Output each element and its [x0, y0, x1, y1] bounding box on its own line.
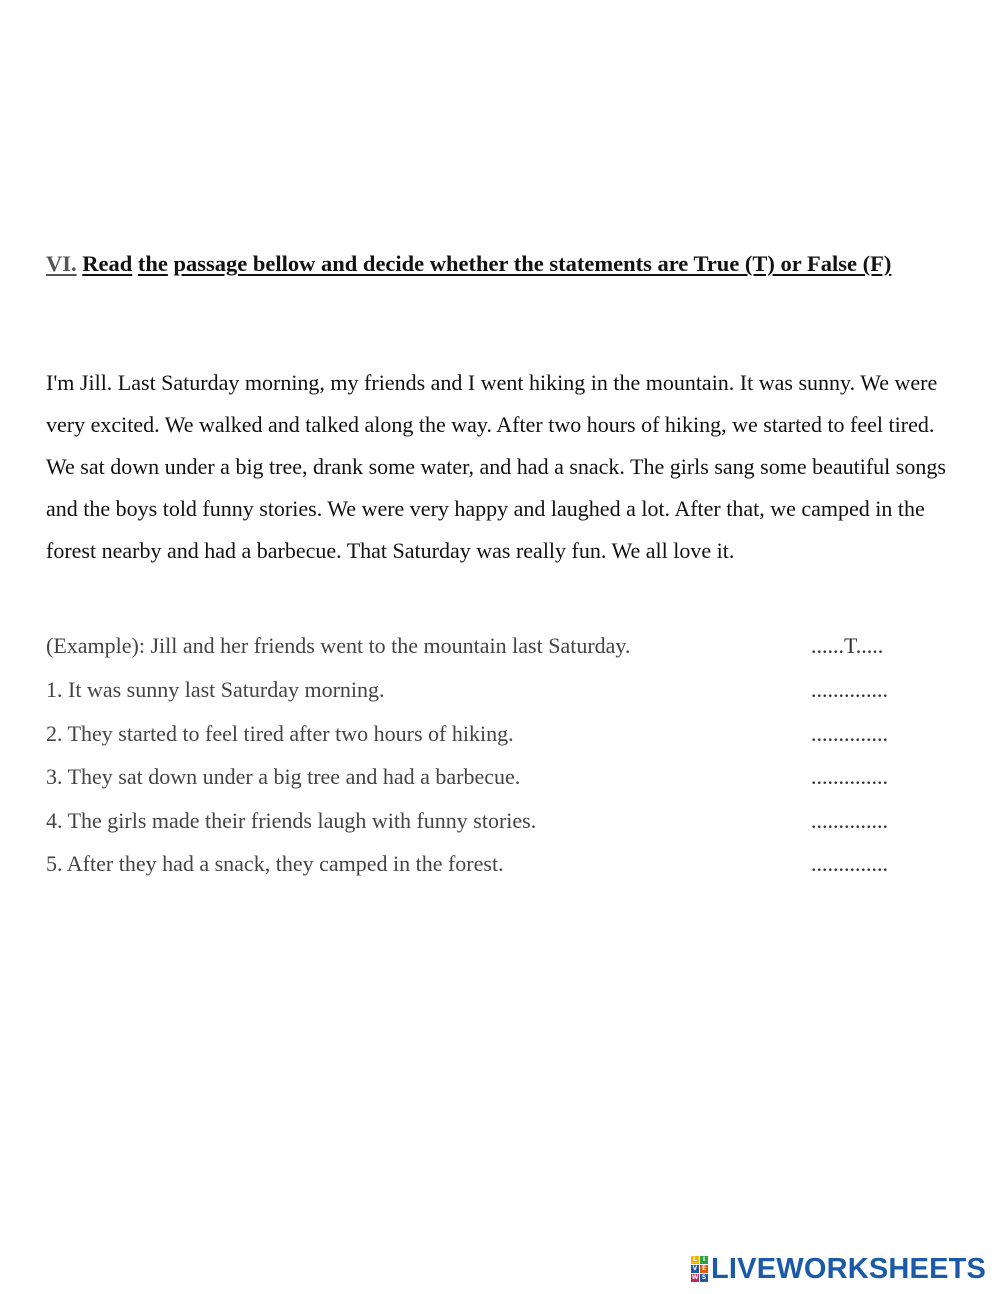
- heading-instruction: passage bellow and decide whether the statements are True (T) or False (F): [173, 251, 892, 276]
- answer-field: ......T.....: [811, 633, 884, 658]
- logo-text: LIVEWORKSHEETS: [711, 1253, 987, 1285]
- question-5: [46, 851, 906, 879]
- reading-passage: I'm Jill. Last Saturday morning, my friends and I went hiking in the mountain. It was sunny. We were very excited. We walked and talked along the way. After two hours of hiking, we started to feel tired. We sat down under a big tree, drank some water, and had a snack. The girls sang some beautiful songs and the boys told funny stories. We were very happy and laughed a lot. After that, we camped in the forest nearby and had a barbecue. That Saturday was really fun. We all love it.: [46, 370, 946, 563]
- question-text: 3. They sat down under a big tree and had a barbecue.: [46, 764, 521, 789]
- question-text: 5. After they had a snack, they camped in the forest.: [46, 851, 504, 876]
- answer-field[interactable]: ..............: [811, 764, 888, 789]
- answer-field[interactable]: ..............: [811, 677, 888, 702]
- exercise-heading: [46, 248, 946, 279]
- liveworksheets-logo-icon: L I V E W S: [691, 1256, 707, 1281]
- question-text: 2. They started to feel tired after two hours of hiking.: [46, 721, 514, 746]
- question-2: [46, 721, 906, 749]
- heading-read: Read: [82, 251, 133, 276]
- answer-field[interactable]: ..............: [811, 808, 888, 833]
- question-example: [46, 633, 906, 661]
- heading-number: VI.: [46, 251, 77, 276]
- liveworksheets-logo: [691, 1254, 986, 1284]
- heading-the: the: [137, 251, 168, 276]
- question-1: [46, 677, 906, 705]
- question-4: [46, 808, 906, 836]
- answer-field[interactable]: ..............: [811, 851, 888, 876]
- question-text: (Example): Jill and her friends went to the mountain last Saturday.: [46, 633, 631, 658]
- question-text: 1. It was sunny last Saturday morning.: [46, 677, 385, 702]
- answer-field[interactable]: ..............: [811, 721, 888, 746]
- question-text: 4. The girls made their friends laugh with funny stories.: [46, 808, 537, 833]
- question-3: [46, 764, 906, 792]
